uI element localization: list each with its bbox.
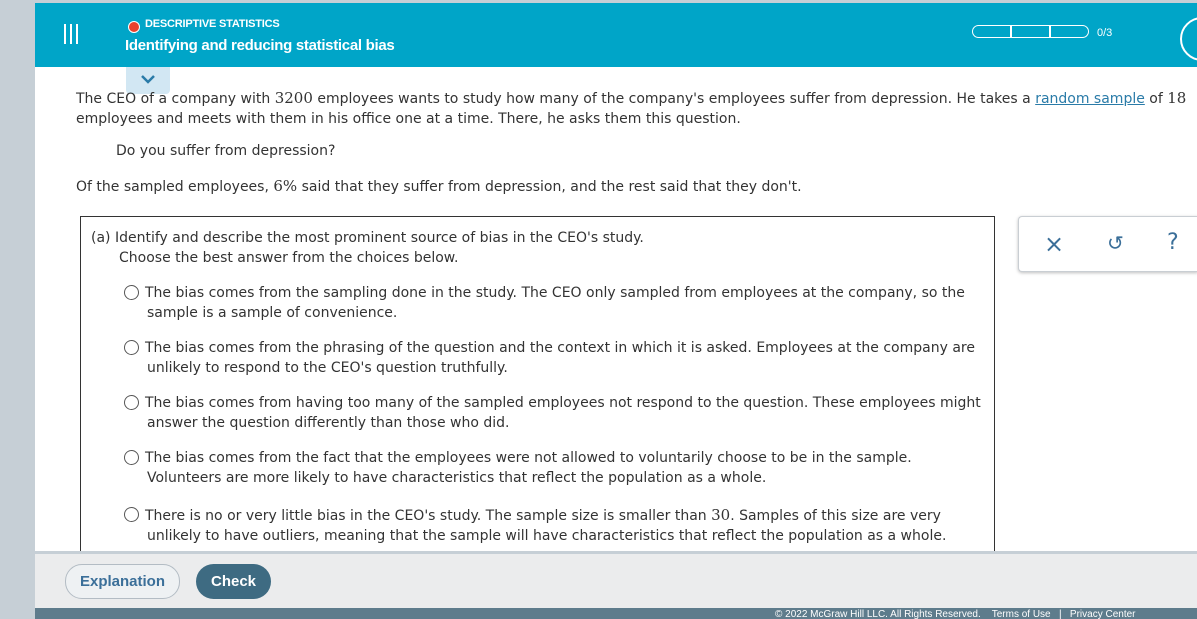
radio-button[interactable] (124, 395, 139, 410)
threshold-number: 30 (711, 506, 731, 524)
left-rail (0, 0, 35, 619)
random-sample-link[interactable]: random sample (1035, 91, 1145, 107)
part-a-instruction: Choose the best answer from the choices below. (119, 250, 459, 266)
answer-option-1[interactable]: The bias comes from the sampling done in the study. The CEO only sampled from employees at the company, so the sample is a sample of convenience. (124, 283, 965, 323)
survey-question: Do you suffer from depression? (116, 143, 336, 159)
answer-tools (1018, 216, 1197, 272)
question-box (80, 216, 995, 562)
progress-segment (1050, 25, 1089, 38)
answer-option-4[interactable]: The bias comes from the fact that the employees were not allowed to voluntarily choose to be in the sample. Volunteers are more likely to have characteristics that reflect the population as a whole. (124, 448, 912, 488)
chevron-down-icon (140, 74, 156, 86)
footer-actions (35, 551, 1197, 611)
explanation-button[interactable]: Explanation (65, 564, 180, 599)
sample-size: 18 (1167, 89, 1187, 107)
result-percent: 6% (273, 177, 298, 195)
part-a-prompt: (a) Identify and describe the most prominent source of bias in the CEO's study. (91, 230, 644, 246)
copyright-text: © 2022 McGraw Hill LLC. All Rights Reserved. (775, 609, 981, 619)
privacy-link[interactable]: Privacy Center (1069, 609, 1136, 619)
answer-option-5[interactable]: There is no or very little bias in the CEO's study. The sample size is smaller than 30. Samples of this size are very unlikely to have outliers, meaning that the sample will have characteristics that reflect the population as a whole. (124, 505, 946, 546)
clear-icon[interactable]: × (1044, 230, 1065, 258)
side-panel-button[interactable] (1180, 17, 1197, 61)
page-title: Identifying and reducing statistical bias (125, 37, 395, 54)
radio-button[interactable] (124, 285, 139, 300)
bottom-bar (35, 608, 1197, 619)
problem-intro: The CEO of a company with 3200 employees wants to study how many of the company's employees suffer from depression. He takes a random sample of 18 employees and meets with them in his office one at a time. There, he asks them this question. (76, 89, 1187, 127)
topic-label: DESCRIPTIVE STATISTICS (145, 18, 280, 30)
undo-icon[interactable]: ↺ (1107, 231, 1124, 255)
footer-separator: | (1058, 609, 1062, 619)
problem-result: Of the sampled employees, 6% said that they suffer from depression, and the rest said that they don't. (76, 177, 802, 195)
progress-segment (1011, 25, 1050, 38)
terms-link[interactable]: Terms of Use (991, 609, 1051, 619)
answer-option-2[interactable]: The bias comes from the phrasing of the question and the context in which it is asked. Employees at the company are unlikely to respond to the CEO's question truthfully. (124, 338, 975, 378)
radio-button[interactable] (124, 340, 139, 355)
header-bar (35, 3, 1197, 67)
question-header (91, 228, 644, 268)
answer-option-3[interactable]: The bias comes from having too many of the sampled employees not respond to the question. These employees might answer the question differently than those who did. (124, 393, 981, 433)
progress-segment (972, 25, 1011, 38)
employees-count: 3200 (274, 89, 313, 107)
footer-links (775, 609, 1136, 619)
help-icon[interactable]: ? (1167, 230, 1179, 255)
progress-bar (972, 25, 1092, 38)
progress-count: 0/3 (1097, 27, 1113, 39)
problem-statement (76, 88, 1191, 195)
menu-icon[interactable] (64, 24, 80, 44)
topic-status-dot (128, 21, 140, 33)
check-button[interactable]: Check (196, 564, 271, 599)
radio-button[interactable] (124, 507, 139, 522)
radio-button[interactable] (124, 450, 139, 465)
